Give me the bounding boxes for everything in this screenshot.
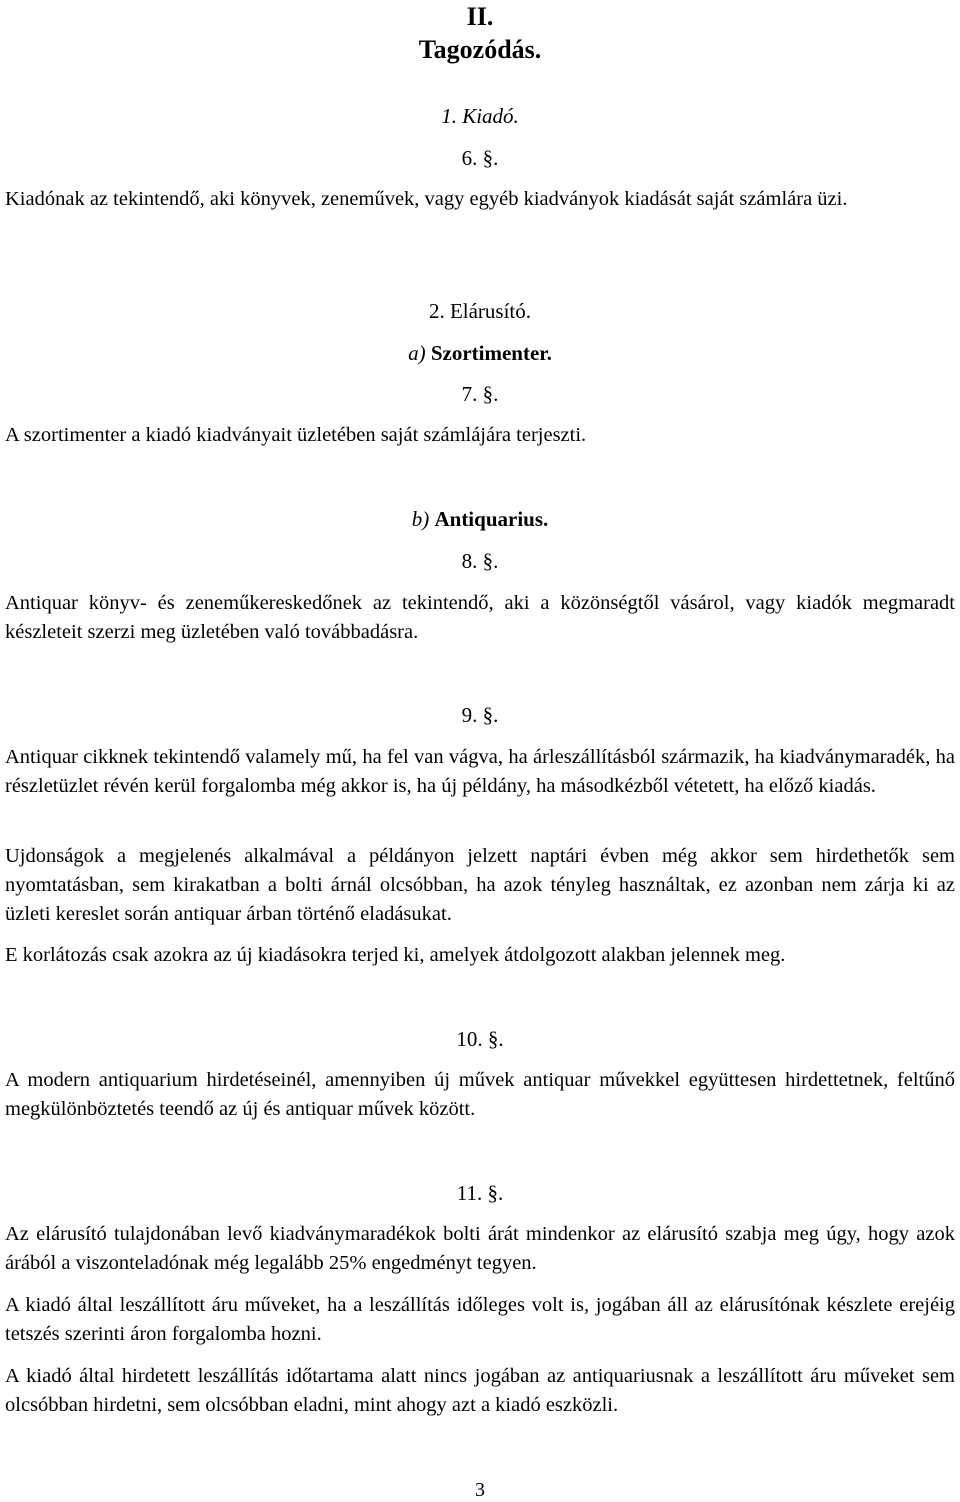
paragraph-7-text: A szortimenter a kiadó kiadványait üzletében saját számlájára terjeszti. <box>5 424 587 446</box>
page-number: 3 <box>475 1479 485 1501</box>
paragraph-number-11: 11. §. <box>456 1181 504 1205</box>
paragraph-11-text-1: Az elárusító tulajdonában levő kiadványmaradékok bolti árát mindenkor az elárusító szabja meg úgy, hogy azok árából a viszonteladónak még legalább 25% engedményt tegyen. <box>5 1223 955 1274</box>
paragraph-9-text-2: Ujdonságok a megjelenés alkalmával a példányon jelzett naptári évben még akkor sem hirdethetők sem nyomtatásban, sem kirakatban a bolti árnál olcsóbban, ha azok tényleg használtak, ez azonban nem zárja ki az üzleti kereslet során antiquar árban történő eladásukat. <box>5 845 955 925</box>
paragraph-number-8: 8. §. <box>461 549 499 573</box>
paragraph-11-text-3: A kiadó által hirdetett leszállítás időtartama alatt nincs jogában az antiquariusnak a leszállított áru műveket sem olcsóbban hirdetni, sem olcsóbban eladni, mint ahogy azt a kiadó eszközli. <box>5 1365 955 1416</box>
subsection-heading-antiquarius <box>0 507 960 532</box>
subsection-prefix: a) <box>408 341 426 365</box>
paragraph-6-text: Kiadónak az tekintendő, aki könyvek, zeneművek, vagy egyéb kiadványok kiadását saját számlára üzi. <box>5 188 848 210</box>
chapter-number: II. <box>466 2 494 31</box>
paragraph-9-text-3: E korlátozás csak azokra az új kiadásokra terjed ki, amelyek átdolgozott alakban jelennek meg. <box>5 944 786 966</box>
subsection-label: Szortimenter. <box>430 341 552 365</box>
paragraph-number-10: 10. §. <box>456 1027 504 1051</box>
paragraph-11-text-2: A kiadó által leszállított áru műveket, ha a leszállítás időleges volt is, jogában áll az elárusítónak készlete erejéig tetszés szerinti áron forgalomba hozni. <box>5 1294 955 1345</box>
subsection-heading-szortimenter <box>0 341 960 366</box>
paragraph-number-9: 9. §. <box>461 703 499 727</box>
paragraph-number-7: 7. §. <box>461 382 499 406</box>
paragraph-9-text-1: Antiquar cikknek tekintendő valamely mű, ha fel van vágva, ha árleszállításból származik, ha kiadványmaradék, ha részletüzlet révén kerül forgalomba még akkor is, ha új példány, ha másodkézből vétetett, ha előző kiadás. <box>5 746 955 797</box>
subsection-prefix: b) <box>411 507 430 531</box>
subsection-label: Antiquarius. <box>434 507 549 531</box>
chapter-title: Tagozódás. <box>418 35 542 64</box>
section-heading-elarusito: 2. Elárusító. <box>428 299 532 323</box>
paragraph-8-text: Antiquar könyv- és zeneműkereskedőnek az tekintendő, aki a közönségtől vásárol, vagy kiadók megmaradt készleteit szerzi meg üzletében való továbbadásra. <box>5 592 955 643</box>
section-heading-kiado: 1. Kiadó. <box>441 104 519 128</box>
paragraph-number-6: 6. §. <box>461 146 499 170</box>
paragraph-10-text: A modern antiquarium hirdetéseinél, amennyiben új művek antiquar művekkel együttesen hirdettetnek, feltűnő megkülönböztetés teendő az új és antiquar művek között. <box>5 1069 955 1120</box>
